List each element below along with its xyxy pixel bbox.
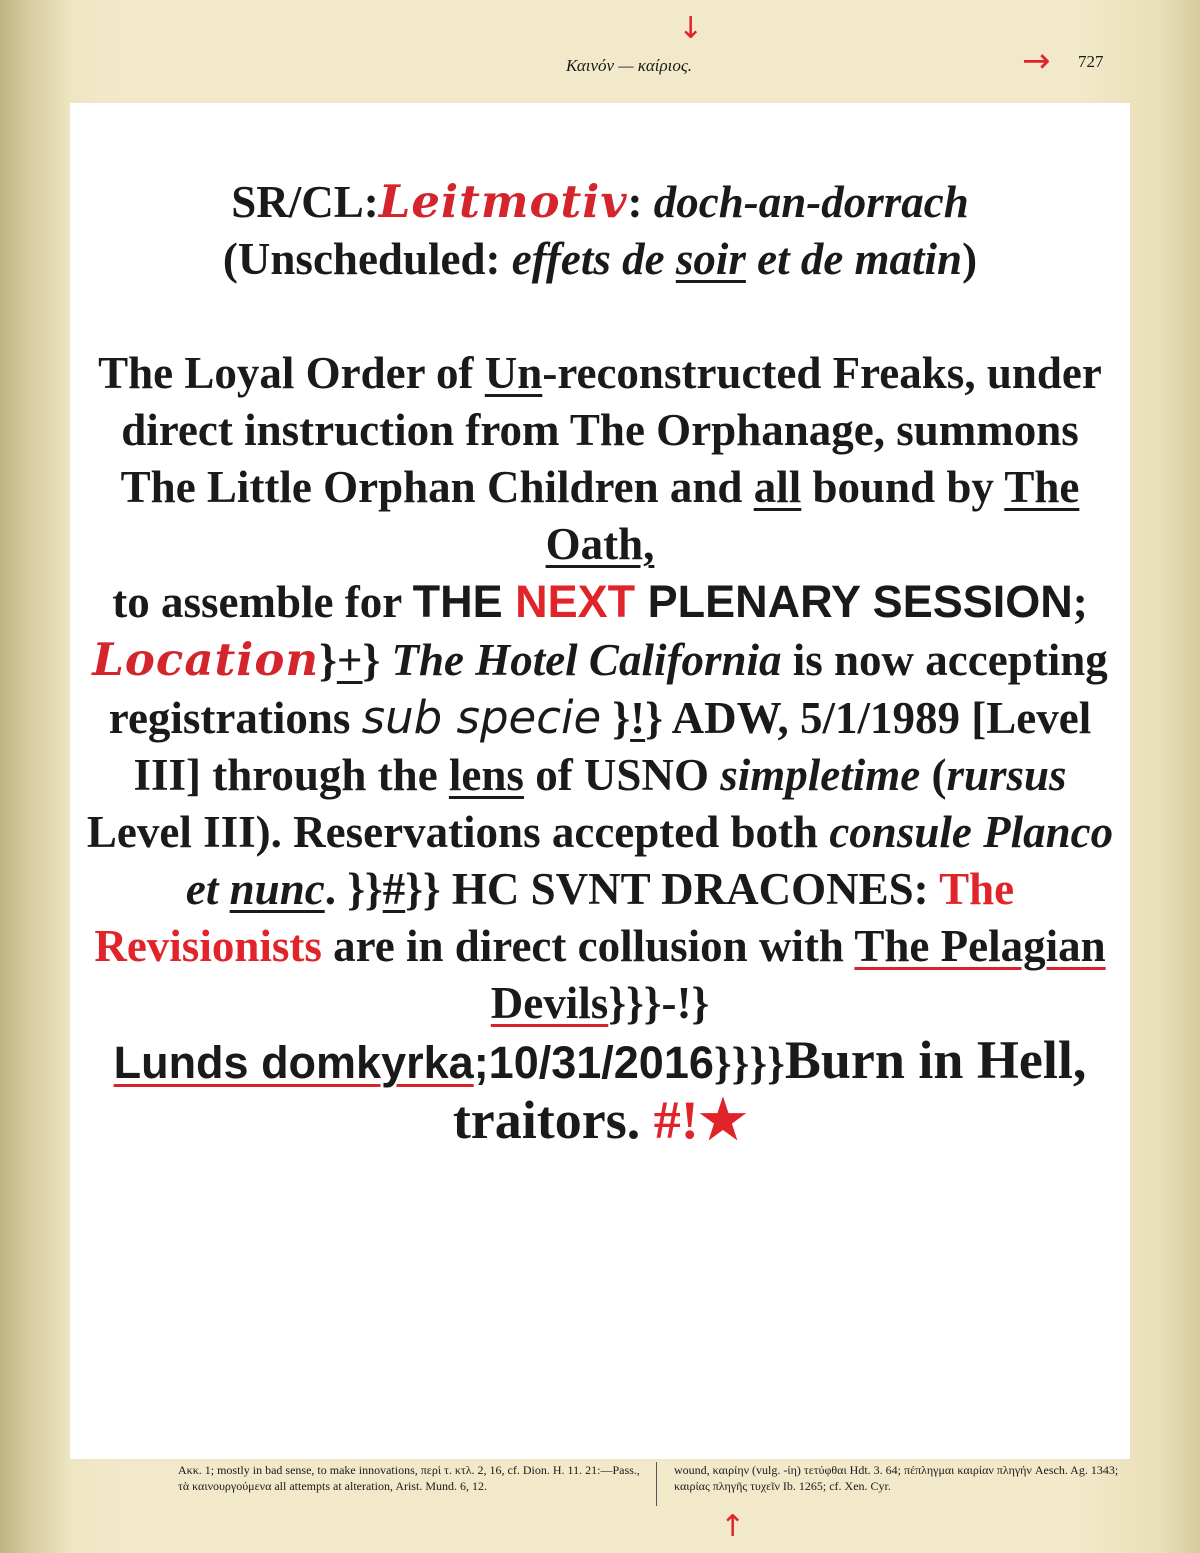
un-word: Un — [484, 348, 543, 398]
pelagian-devils: The Pelagian Devils — [490, 921, 1106, 1028]
close-paren: ) — [962, 234, 978, 284]
next-word: NEXT — [515, 576, 636, 627]
leitmotiv-word: Leitmotiv — [378, 175, 628, 228]
body-text: . }} — [324, 864, 383, 914]
all-word: all — [753, 462, 802, 512]
semicolon: ; — [1072, 577, 1088, 627]
arrow-right-icon: → — [1022, 41, 1051, 81]
braces: }}}} — [713, 1038, 785, 1088]
sr-cl-label: SR/CL: — [231, 177, 379, 227]
body-text: } ADW, 5/1/1989 [Level III] through the — [133, 693, 1092, 800]
bang: ! — [630, 693, 646, 743]
arrow-up-icon: ↑ — [720, 1509, 746, 1544]
plenary-session: PLENARY SESSION — [635, 576, 1073, 627]
brace: } — [362, 635, 392, 685]
body-text: }} HC SVNT DRACONES: — [405, 864, 940, 914]
brace: } — [601, 693, 631, 743]
unscheduled-label: (Unscheduled: — [222, 234, 512, 284]
notice-body — [70, 345, 1130, 1152]
dictionary-bottom-left: Ακκ. 1; mostly in bad sense, to make innovations, περὶ τ. κτλ. 2, 16, cf. Dion. H. 11. 21:—Pass., τὰ καινουργούμενα all attempts at alteration, Arist. Mund. 6, 12. — [178, 1463, 640, 1493]
notice-line-1 — [70, 173, 1130, 231]
et-de-matin: et de matin — [745, 234, 963, 284]
lens-word: lens — [448, 750, 524, 800]
consule-planco: consule Planco et — [185, 807, 1114, 914]
the-revisionists: The Revisionists — [94, 864, 1015, 971]
hash-bang-star: #!★ — [653, 1090, 748, 1150]
brace: } — [319, 635, 337, 685]
colon: : — [627, 177, 654, 227]
arrow-down-icon: ↓ — [678, 11, 704, 46]
date: ;10/31/2016 — [473, 1037, 714, 1088]
body-text: Level III). Reservations accepted both — [86, 807, 830, 857]
body-text: The Loyal Order of — [98, 348, 485, 398]
simpletime: simpletime — [720, 750, 921, 800]
notice-text — [70, 173, 1130, 1152]
rursus: rursus — [946, 750, 1067, 800]
the-oath: The Oath, — [545, 462, 1080, 569]
lunds-domkyrka: Lunds domkyrka — [113, 1037, 474, 1088]
body-text: to assemble for — [112, 577, 413, 627]
hotel-california: The Hotel California — [391, 635, 782, 685]
body-text: are in direct collusion with — [321, 921, 855, 971]
dictionary-bottom-right: wound, καιρίην (vulg. -ίη) τετύφθαι Hdt. 3. 64; πέπληγμαι καιρίαν πληγήν Aesch. Ag. 1343; καιρίας πληγῆς τυχεῖν Ib. 1265; cf. Xen. Cyr. — [674, 1463, 1119, 1493]
body-text: is now accepting registrations — [108, 635, 1108, 743]
running-head: Καινόν — καίριος. — [566, 56, 693, 75]
body-text: }}}-!} — [608, 978, 710, 1028]
notice-panel — [70, 103, 1130, 1459]
nunc-word: nunc — [229, 864, 325, 914]
body-text: of USNO — [523, 750, 721, 800]
the-word: THE — [412, 576, 516, 627]
burn-in-hell: Burn in Hell, traitors. — [452, 1030, 1087, 1150]
page-gutter — [0, 0, 70, 1553]
location-word: Location — [92, 633, 320, 686]
column-divider — [656, 1462, 657, 1506]
body-text: bound by — [801, 462, 1005, 512]
soir-word: soir — [675, 234, 746, 284]
sub-specie: sub specie — [361, 691, 602, 744]
notice-line-2 — [70, 231, 1130, 288]
open-paren: ( — [920, 750, 947, 800]
page-number: 727 — [1078, 52, 1104, 71]
plus-minus: + — [336, 635, 363, 685]
dictionary-bottom — [178, 1462, 1138, 1512]
doch-an-dorrach: doch-an-dorrach — [653, 177, 969, 227]
body-text: -reconstructed Freaks, under direct instruction from The Orphanage, summons The Little Orphan Children and — [120, 348, 1102, 512]
effets-de: effets de — [511, 234, 676, 284]
hash: # — [382, 864, 406, 914]
